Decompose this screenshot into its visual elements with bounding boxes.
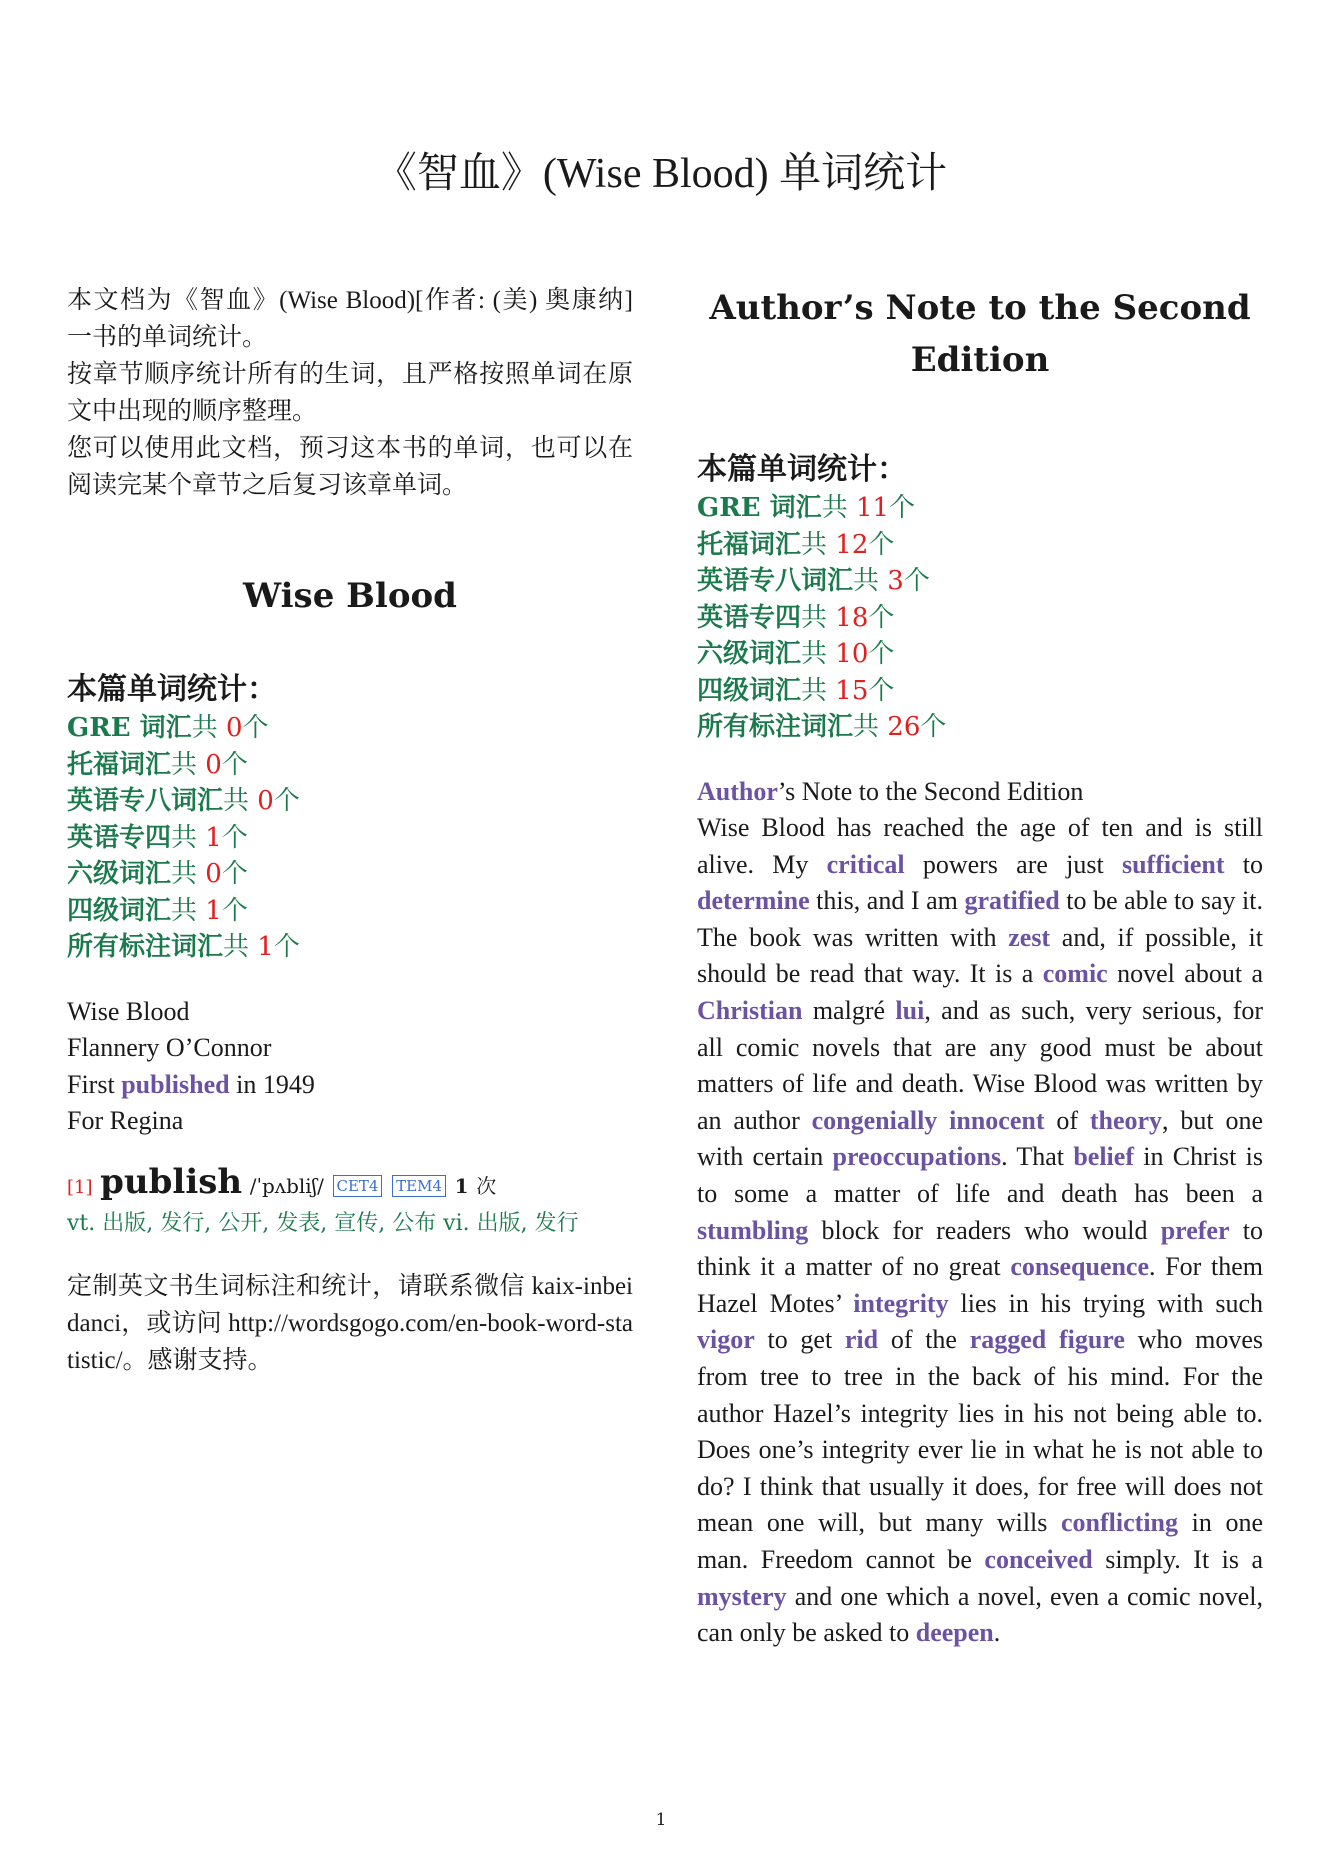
page-number: 1: [655, 1810, 667, 1830]
highlighted-word[interactable]: zest: [1008, 922, 1051, 952]
stat-label: 四级词汇: [67, 895, 172, 926]
intro-line: 本文档为《智血》(Wise Blood)[作者: (美) 奥康纳] 一书的单词统计。: [67, 287, 633, 351]
note-text: ’s Note to the Second Edition: [777, 776, 1084, 806]
section-heading-wise-blood: Wise Blood: [243, 576, 457, 616]
stat-label: 英语专四: [697, 602, 802, 633]
stat-mid: 共: [801, 602, 836, 633]
vocab-phonetic: /ˈpʌbliʃ/: [249, 1173, 324, 1198]
stat-suffix: 个: [273, 932, 300, 962]
highlighted-word[interactable]: ragged: [969, 1325, 1047, 1355]
highlighted-word[interactable]: mystery: [697, 1581, 787, 1611]
stat-label: 英语专八词汇: [67, 786, 224, 816]
stat-suffix: 个: [868, 639, 895, 669]
stat-mid: 共: [171, 859, 206, 889]
stat-mid: 共: [191, 713, 226, 743]
note-text: novel about a: [1107, 959, 1264, 989]
stat-count: 12: [835, 529, 869, 560]
note-text: Wise Blood has reached the age of ten and is still alive. My: [697, 813, 1263, 879]
highlighted-word[interactable]: preoccupations: [832, 1142, 1002, 1172]
stat-suffix: 个: [868, 675, 895, 706]
intro-line: 按章节顺序统计所有的生词，且严格按照单词在原文中出现的顺序整理。: [67, 361, 633, 425]
note-text: of the: [878, 1325, 970, 1355]
stat-suffix: 个: [920, 712, 947, 742]
right-column: [697, 282, 1263, 1652]
highlighted-word[interactable]: sufficient: [1121, 849, 1225, 879]
vocab-index: [1]: [67, 1176, 93, 1198]
document-title: 《智血》(Wise Blood) 单词统计: [374, 151, 948, 197]
highlighted-word[interactable]: Christian: [697, 996, 803, 1026]
highlighted-word[interactable]: published: [121, 1069, 230, 1099]
note-text: in Christ is to some a matter of life and death has been a: [697, 1142, 1263, 1209]
note-text: . That: [1001, 1142, 1074, 1172]
stat-suffix: 个: [273, 786, 300, 816]
meta-dedication: For Regina: [67, 1106, 184, 1135]
stat-row: [67, 929, 633, 966]
stat-count: 3: [887, 566, 904, 596]
stat-count: 11: [855, 493, 890, 523]
note-text: lies in his trying with such: [948, 1288, 1263, 1318]
vocab-headword: publish: [100, 1161, 243, 1202]
highlighted-word[interactable]: consequence: [1010, 1252, 1149, 1282]
note-text: in one man. Freedom cannot be: [697, 1508, 1264, 1574]
highlighted-word[interactable]: figure: [1058, 1325, 1125, 1355]
stat-mid: 共: [853, 712, 888, 742]
meta-published: First published in 1949: [67, 1069, 315, 1099]
highlighted-word[interactable]: congenially: [811, 1105, 938, 1135]
highlighted-word[interactable]: gratified: [964, 886, 1060, 916]
note-text: powers are just: [904, 849, 1122, 879]
stat-suffix: 个: [903, 566, 930, 596]
stat-label: 所有标注词汇: [67, 932, 224, 962]
left-column: [67, 282, 633, 1379]
highlighted-word[interactable]: conceived: [984, 1544, 1093, 1574]
stat-row: [697, 600, 1263, 637]
highlighted-word[interactable]: theory: [1089, 1105, 1163, 1135]
stat-mid: 共: [801, 675, 836, 706]
stat-count: 18: [835, 602, 869, 633]
highlighted-word[interactable]: comic: [1042, 959, 1108, 989]
highlighted-word[interactable]: vigor: [697, 1325, 755, 1355]
highlighted-word[interactable]: lui: [895, 996, 925, 1026]
highlighted-word[interactable]: conflicting: [1061, 1508, 1179, 1538]
stat-row: [67, 747, 633, 784]
highlighted-word[interactable]: rid: [844, 1325, 879, 1355]
stat-count: 15: [835, 675, 869, 706]
stat-row: [697, 709, 1263, 746]
note-text: of: [1044, 1105, 1090, 1135]
stat-suffix: 个: [868, 602, 895, 633]
meta-author: Flannery O’Connor: [67, 1033, 272, 1062]
note-text: and, if possible, it should be read that way. It is a: [697, 922, 1263, 989]
stat-label: GRE 词汇: [697, 493, 822, 523]
stat-label: 六级词汇: [697, 639, 802, 669]
stat-suffix: 个: [221, 859, 248, 889]
highlighted-word[interactable]: determine: [697, 886, 810, 916]
stat-row: [67, 893, 633, 930]
stats-heading: 本篇单词统计：: [67, 672, 277, 707]
promo-text: 定制英文书生词标注和统计，请联系微信 kaix-inbeidanci，或访问 http://wordsgogo.com/en-book-word-statistic/。感谢支持。: [67, 1272, 633, 1374]
stats-list: [67, 710, 633, 966]
note-text: [937, 1106, 949, 1135]
stat-row: [67, 856, 633, 893]
stat-mid: 共: [853, 566, 888, 596]
stat-label: 四级词汇: [697, 675, 802, 706]
vocab-tag-tem4: TEM4: [392, 1175, 446, 1197]
note-text: block for readers who would: [808, 1215, 1161, 1245]
stat-row: [697, 490, 1263, 527]
stat-suffix: 个: [868, 529, 895, 560]
stat-mid: 共: [223, 786, 258, 816]
stat-label: 英语专四: [67, 822, 172, 853]
stat-count: 1: [257, 932, 274, 962]
highlighted-word[interactable]: belief: [1073, 1142, 1134, 1172]
stat-mid: 共: [223, 932, 258, 962]
highlighted-word[interactable]: critical: [826, 849, 905, 879]
intro-paragraph: [67, 282, 633, 504]
stat-row: [697, 636, 1263, 673]
note-text: this, and I am: [809, 886, 965, 916]
note-text: malgré: [802, 996, 896, 1026]
stat-suffix: 个: [221, 895, 248, 926]
stat-mid: 共: [821, 493, 856, 523]
stat-mid: 共: [171, 822, 206, 853]
stat-label: GRE 词汇: [67, 713, 192, 743]
note-text: to get: [754, 1325, 845, 1355]
stat-mid: 共: [171, 749, 206, 780]
meta-title: Wise Blood: [67, 996, 190, 1026]
highlighted-word[interactable]: prefer: [1160, 1215, 1230, 1245]
highlighted-word[interactable]: integrity: [853, 1288, 949, 1318]
stats-list: [697, 490, 1263, 746]
stat-label: 托福词汇: [697, 529, 802, 560]
highlighted-word[interactable]: deepen: [915, 1618, 994, 1648]
note-text: to think it a matter of no great: [697, 1215, 1263, 1282]
vocab-definition: vt. 出版, 发行, 公开, 发表, 宣传, 公布 vi. 出版, 发行: [67, 1210, 579, 1236]
note-text: . For them Hazel Motes’: [697, 1252, 1263, 1318]
vocab-count: 1: [454, 1173, 469, 1198]
stat-count: 1: [205, 895, 222, 926]
vocab-tag-cet4: CET4: [333, 1175, 383, 1197]
vocab-entry: [67, 1162, 633, 1240]
note-text: [1046, 1325, 1059, 1354]
stat-row: [67, 710, 633, 747]
stat-label: 英语专八词汇: [697, 566, 854, 596]
highlighted-word[interactable]: innocent: [949, 1105, 1045, 1135]
stat-suffix: 个: [889, 493, 916, 523]
section-heading-authors-note: Author’s Note to the Second Edition: [709, 288, 1251, 380]
highlighted-word[interactable]: Author: [697, 776, 778, 806]
stat-row: [697, 673, 1263, 710]
vocab-count-unit: 次: [476, 1173, 497, 1198]
stat-count: 0: [205, 749, 222, 780]
stat-label: 托福词汇: [67, 749, 172, 780]
stat-count: 26: [887, 712, 921, 742]
book-meta: [67, 994, 633, 1140]
note-text: and one which a novel, even a comic novel, can only be asked to: [697, 1581, 1263, 1648]
note-text: , and as such, very serious, for all comic novels that are any good must be about matters of life and death. Wise Blood was written by an author: [697, 996, 1264, 1135]
stat-mid: 共: [801, 639, 836, 669]
note-text: to: [1224, 849, 1263, 879]
authors-note-body: [697, 774, 1263, 1652]
stat-row: [67, 820, 633, 857]
stat-count: 0: [205, 859, 222, 889]
stat-count: 1: [205, 822, 222, 853]
stat-row: [697, 563, 1263, 600]
stat-count: 0: [225, 713, 243, 743]
stat-label: 六级词汇: [67, 859, 172, 889]
note-text: simply. It is a: [1092, 1544, 1263, 1574]
note-text: who moves from tree to tree in the back of his mind. For the author Hazel’s integrity lies in his not being able to. Does one’s integrity ever lie in what he is not able to do? I think that usually it does, for free will does not mean one will, but many wills: [697, 1325, 1263, 1538]
stat-mid: 共: [171, 895, 206, 926]
stat-suffix: 个: [221, 822, 248, 853]
stats-heading: 本篇单词统计：: [697, 452, 907, 487]
stat-row: [697, 527, 1263, 564]
stat-suffix: 个: [242, 713, 269, 743]
stat-count: 0: [257, 786, 274, 816]
intro-line: 您可以使用此文档，预习这本书的单词，也可以在阅读完某个章节之后复习该章单词。: [67, 435, 633, 499]
stat-row: [67, 783, 633, 820]
note-text: .: [993, 1618, 1001, 1648]
stat-label: 所有标注词汇: [697, 712, 854, 742]
stat-suffix: 个: [221, 749, 248, 780]
note-text: , but one with certain: [697, 1105, 1263, 1172]
stat-count: 10: [835, 639, 869, 669]
note-text: to be able to say it. The book was written with: [697, 886, 1263, 952]
stat-mid: 共: [801, 529, 836, 560]
highlighted-word[interactable]: stumbling: [697, 1215, 809, 1245]
